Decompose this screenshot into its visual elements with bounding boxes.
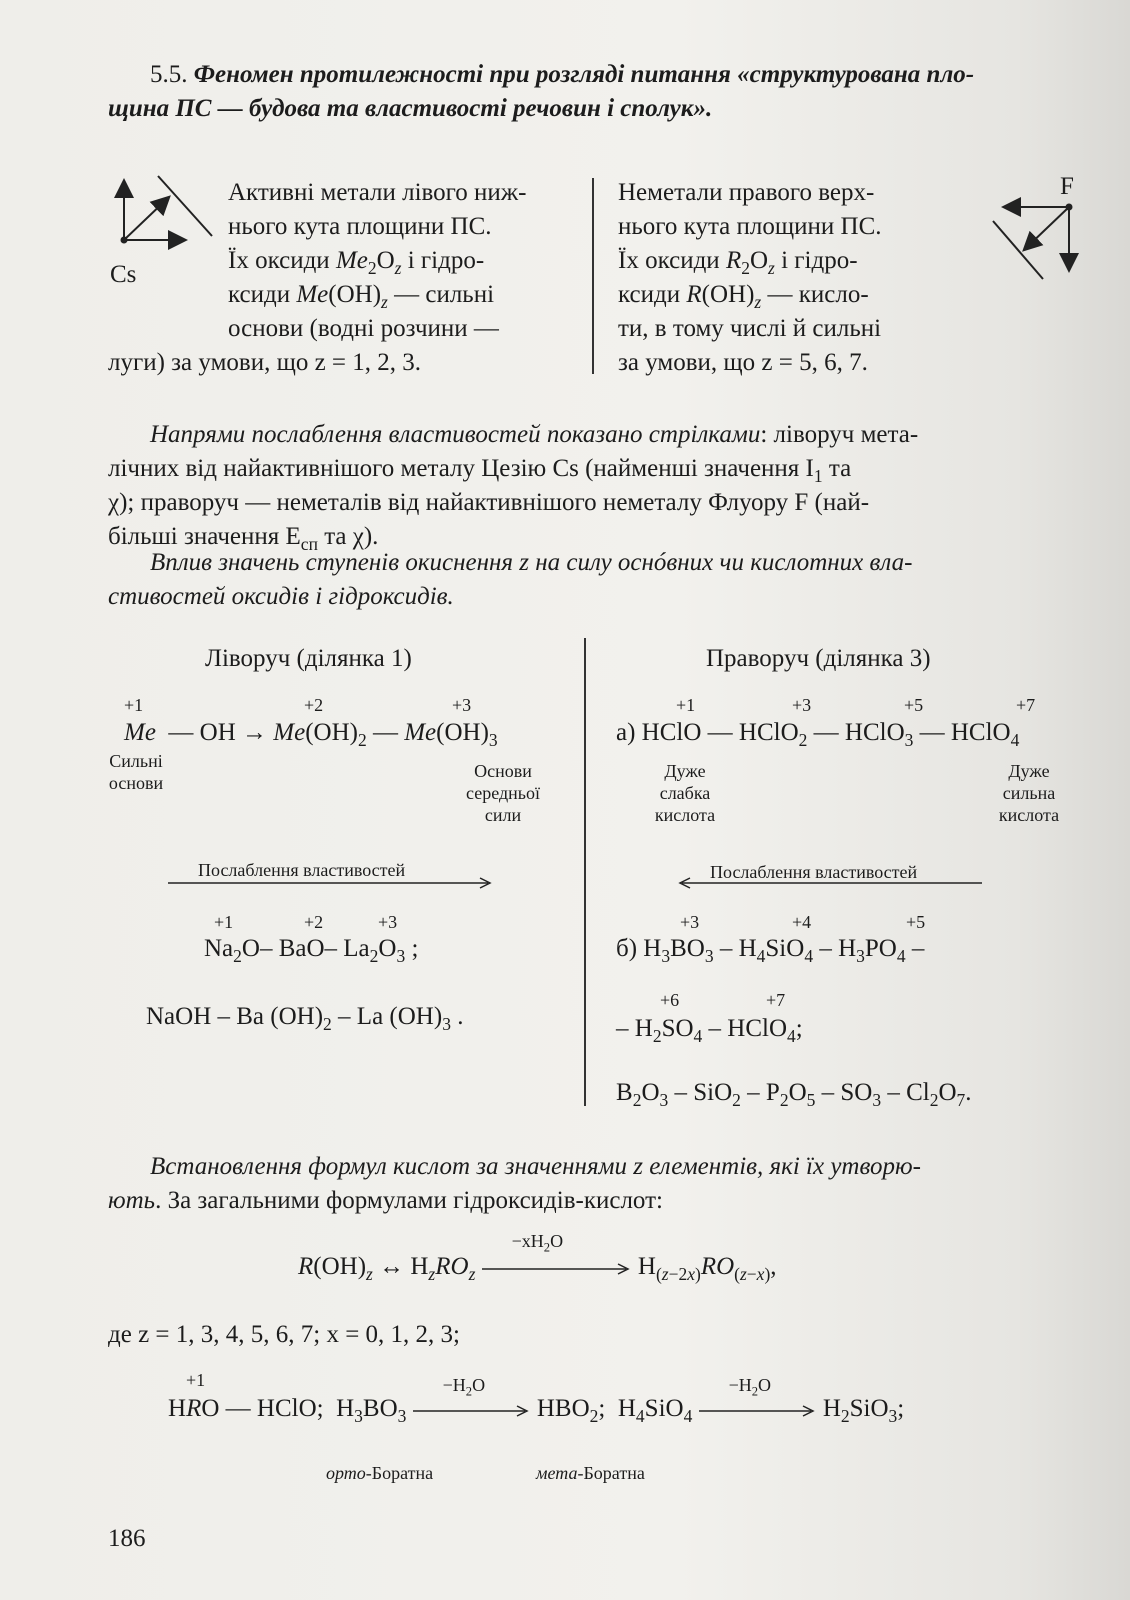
right-col-title: Праворуч (ділянка 3) (706, 645, 931, 672)
left-line-3: Їх оксиди $Me_2O_z$ і гідро- (228, 247, 485, 279)
divider-top (592, 178, 594, 374)
left-line-6: луги) за умови, що z = 1, 2, 3. (108, 349, 422, 376)
directions-line-3: χ); праворуч — неметалів від найактивнішого неметалу Флуору F (най- (108, 489, 870, 516)
very-weak-acid-label: Дуже слабка кислота (654, 761, 716, 825)
ox-oxide-2: +2 (304, 912, 324, 932)
divider-middle (584, 638, 586, 1106)
f-label: F (1060, 173, 1074, 200)
page-number: 186 (108, 1525, 146, 1552)
right-weaken-label: Послаблення властивостей (710, 862, 918, 882)
left-weaken-label: Послаблення властивостей (198, 860, 406, 880)
left-series-formula: Me — OH → $Me(OH)_2$ — $Me(OH)_3$ (124, 719, 498, 751)
ox-right-4: +7 (1016, 695, 1036, 715)
ox-right-2: +3 (792, 695, 812, 715)
ox-hro: +1 (186, 1370, 206, 1390)
left-line-4: ксиди $Me(OH)_z$ — сильні (228, 281, 495, 313)
formulas-lead: Встановлення формул кислот за значеннями z елементів, які їх утворю- (150, 1153, 921, 1180)
ox-b-1: +3 (680, 912, 700, 932)
ox-right-1: +1 (676, 695, 696, 715)
right-block-text (618, 176, 963, 380)
ox-left-2: +2 (304, 695, 324, 715)
ox-oxide-1: +1 (214, 912, 234, 932)
ox-b-3: +5 (906, 912, 926, 932)
left-hydroxides-series: NaOH – Ba $(OH)_2$ – La $(OH)_3$ . (146, 1003, 464, 1035)
ox-b-4: +6 (660, 990, 680, 1010)
strong-bases-label: Сильні основи (108, 751, 164, 793)
right-line-6: за умови, що z = 5, 6, 7. (618, 349, 868, 376)
left-weaken-arrow (166, 876, 496, 890)
right-series-b-cont: – $H_2SO_4$ – HClO$_4$; (616, 1015, 803, 1047)
left-line-5: основи (водні розчини — (228, 315, 499, 342)
right-line-4: ксиди $R(OH)_z$ — кисло- (618, 281, 869, 313)
directions-line-4: більші значення $E_{сп}$ та χ). (108, 523, 379, 555)
right-oxides-series: $B_2O_3 - SiO_2 - P_2O_5 - SO_3 - Cl_2O_7$. (616, 1079, 972, 1111)
left-col-title: Ліворуч (ділянка 1) (205, 645, 412, 672)
right-weaken-arrow (676, 876, 986, 890)
ox-b-5: +7 (766, 990, 786, 1010)
formulas-lead-2: ють. За загальними формулами гідроксидів-кислот: (108, 1187, 663, 1214)
directions-line-2: лічних від найактивнішого металу Цезію Cs (найменші значення $I_1$ та (108, 455, 852, 487)
influence-line-2: стивостей оксидів і гідроксидів. (108, 583, 454, 610)
medium-bases-label: Основи середньої сили (466, 761, 540, 825)
ox-oxide-3: +3 (378, 912, 398, 932)
directions-line-1: Напрями послаблення властивостей показано стрілками: ліворуч мета- (150, 421, 919, 448)
ox-left-3: +3 (452, 695, 472, 715)
right-series-b: б) $H_3BO_3 - H_4SiO_4 - H_3PO_4$ – (616, 935, 925, 967)
right-line-5: ти, в тому числі й сильні (618, 315, 882, 342)
left-block-text (228, 176, 568, 346)
cs-label: Cs (110, 261, 137, 288)
right-line-3: Їх оксиди $R_2O_z$ і гідро- (618, 247, 858, 279)
directions-paragraph (108, 418, 1078, 554)
left-oxides-series: $Na_2O-$ BaO– $La_2O_3$ ; (204, 935, 419, 967)
section-heading (150, 58, 1090, 92)
left-line-2: нього кута площини ПС. (228, 213, 492, 240)
right-line-1: Неметали правого верх- (618, 179, 875, 206)
very-strong-acid-label: Дуже сильна кислота (998, 761, 1060, 825)
section-title-2: щина ПС — будова та властивості речовин і сполук». (108, 95, 713, 122)
section-title-1: Феномен протилежності при розгляді питання «структурована пло- (193, 61, 975, 88)
general-acid-formula: $R(OH)_z$ ↔ $H_zRO_z$ $-xH_2O$ $H_{(z-2x)}RO_{(z-x)}$, (298, 1231, 777, 1285)
f-arrows-diagram (975, 185, 1085, 285)
ox-b-2: +4 (792, 912, 812, 932)
ox-right-3: +5 (904, 695, 924, 715)
where-line: де z = 1, 3, 4, 5, 6, 7; x = 0, 1, 2, 3; (108, 1321, 461, 1348)
meta-boric-label: мета-Боратна (536, 1463, 645, 1483)
cs-arrows-diagram (108, 170, 218, 250)
orto-boric-label: орто-Боратна (326, 1463, 434, 1483)
ox-left-1: +1 (124, 695, 144, 715)
left-line-1: Активні метали лівого ниж- (228, 179, 527, 206)
right-line-2: нього кута площини ПС. (618, 213, 882, 240)
right-series-a: а) HClO — HClO$_2$ — HClO$_3$ — HClO$_4$ (616, 719, 1020, 751)
section-number: 5.5. (150, 61, 188, 88)
acid-examples-line: HRO — HClO; $H_3BO_3$ $-H_2O$ $HBO_2$; $H_4SiO_4$ $-H_2O$ $H_2SiO_3$; (168, 1375, 905, 1427)
influence-line-1: Вплив значень ступенів окиснення z на силу оснóвних чи кислотних вла- (150, 549, 913, 576)
